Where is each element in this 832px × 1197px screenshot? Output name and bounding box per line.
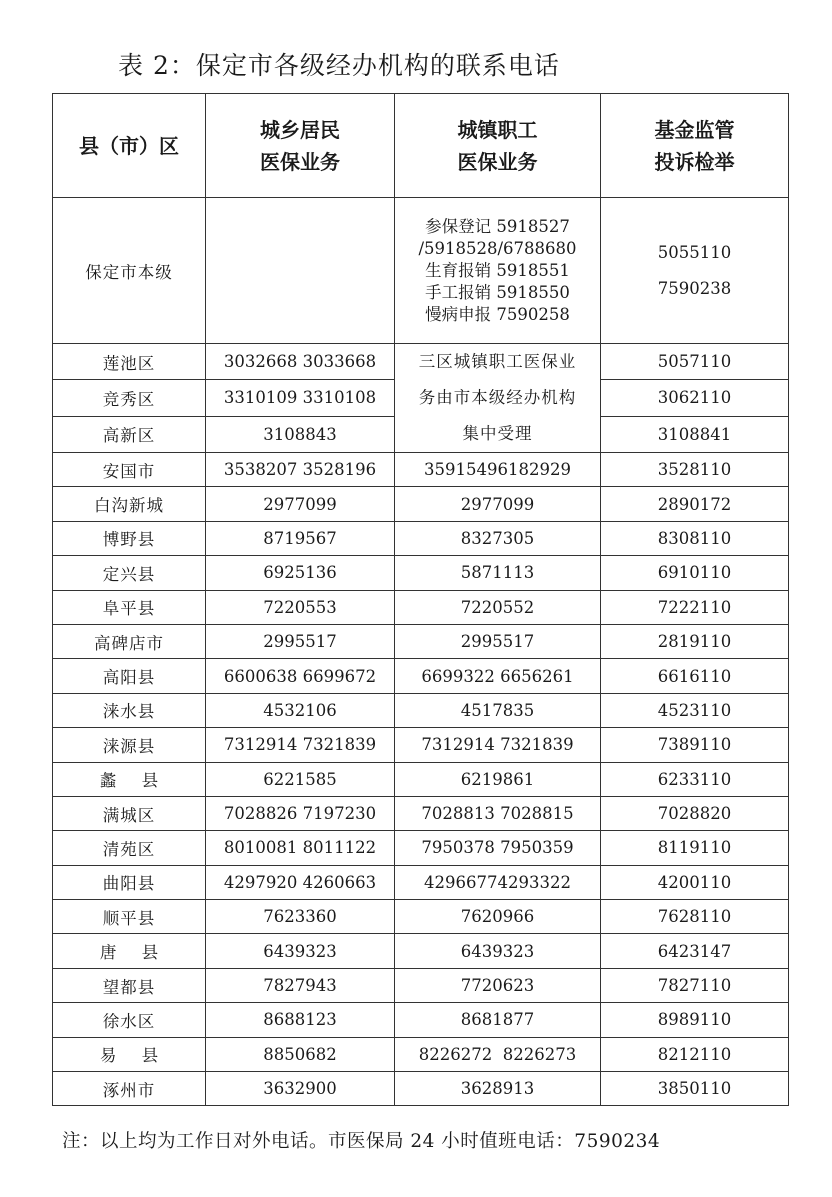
cell-resident: 6439323 bbox=[206, 934, 395, 968]
table-row bbox=[53, 556, 789, 590]
cell-district: 高新区 bbox=[53, 416, 206, 452]
cell-resident bbox=[206, 198, 395, 344]
cell-resident: 3108843 bbox=[206, 416, 395, 452]
contact-table bbox=[52, 93, 789, 1106]
cell-resident: 8719567 bbox=[206, 521, 395, 555]
cell-district: 定兴县 bbox=[53, 556, 206, 590]
header-employee bbox=[395, 94, 601, 198]
cell-fund: 6910110 bbox=[601, 556, 789, 590]
cell-employee: 6699322 6656261 bbox=[395, 659, 601, 693]
cell-district: 白沟新城 bbox=[53, 487, 206, 521]
employee-line: 参保登记 5918527 bbox=[425, 216, 570, 236]
cell-employee-merged bbox=[395, 344, 601, 453]
table-row bbox=[53, 453, 789, 487]
cell-employee: 7220552 bbox=[395, 590, 601, 624]
cell-district: 顺平县 bbox=[53, 900, 206, 934]
cell-resident: 2977099 bbox=[206, 487, 395, 521]
table-row bbox=[53, 831, 789, 865]
cell-district: 高阳县 bbox=[53, 659, 206, 693]
cell-district: 徐水区 bbox=[53, 1003, 206, 1037]
cell-fund: 7827110 bbox=[601, 968, 789, 1002]
cell-fund: 6233110 bbox=[601, 762, 789, 796]
table-row bbox=[53, 487, 789, 521]
cell-resident: 7623360 bbox=[206, 900, 395, 934]
cell-district: 涞水县 bbox=[53, 693, 206, 727]
table-row bbox=[53, 728, 789, 762]
fund-line: 5055110 bbox=[657, 242, 732, 262]
header-row bbox=[53, 94, 789, 198]
table-row bbox=[53, 934, 789, 968]
cell-employee: 7028813 7028815 bbox=[395, 796, 601, 830]
cell-employee: 8226272 8226273 bbox=[395, 1037, 601, 1071]
cell-resident: 3632900 bbox=[206, 1072, 395, 1106]
cell-fund: 8989110 bbox=[601, 1003, 789, 1037]
cell-fund: 2890172 bbox=[601, 487, 789, 521]
cell-fund: 8119110 bbox=[601, 831, 789, 865]
cell-fund: 6616110 bbox=[601, 659, 789, 693]
header-employee-line2: 医保业务 bbox=[457, 149, 538, 174]
cell-employee: 2977099 bbox=[395, 487, 601, 521]
table-row bbox=[53, 590, 789, 624]
table-row bbox=[53, 624, 789, 658]
cell-fund: 8212110 bbox=[601, 1037, 789, 1071]
cell-employee: 7620966 bbox=[395, 900, 601, 934]
table-row bbox=[53, 344, 789, 380]
cell-district: 唐 县 bbox=[53, 934, 206, 968]
cell-resident: 7312914 7321839 bbox=[206, 728, 395, 762]
cell-fund: 8308110 bbox=[601, 521, 789, 555]
cell-employee: 35915496182929 bbox=[395, 453, 601, 487]
cell-resident: 6600638 6699672 bbox=[206, 659, 395, 693]
cell-resident: 6925136 bbox=[206, 556, 395, 590]
cell-employee: 5871113 bbox=[395, 556, 601, 590]
cell-fund: 6423147 bbox=[601, 934, 789, 968]
cell-employee: 2995517 bbox=[395, 624, 601, 658]
cell-employee: 42966774293322 bbox=[395, 865, 601, 899]
cell-resident: 3538207 3528196 bbox=[206, 453, 395, 487]
cell-district: 竞秀区 bbox=[53, 380, 206, 416]
cell-resident: 2995517 bbox=[206, 624, 395, 658]
cell-resident: 8850682 bbox=[206, 1037, 395, 1071]
table-row bbox=[53, 1072, 789, 1106]
employee-line: /5918528/6788680 bbox=[418, 238, 577, 258]
cell-fund: 4200110 bbox=[601, 865, 789, 899]
header-fund bbox=[601, 94, 789, 198]
cell-employee: 7950378 7950359 bbox=[395, 831, 601, 865]
cell-resident: 7028826 7197230 bbox=[206, 796, 395, 830]
employee-line: 生育报销 5918551 bbox=[425, 260, 570, 280]
cell-fund: 2819110 bbox=[601, 624, 789, 658]
cell-district: 望都县 bbox=[53, 968, 206, 1002]
header-resident-line2: 医保业务 bbox=[260, 149, 340, 174]
cell-district: 高碑店市 bbox=[53, 624, 206, 658]
cell-resident: 8010081 8011122 bbox=[206, 831, 395, 865]
cell-district: 安国市 bbox=[53, 453, 206, 487]
cell-employee: 8681877 bbox=[395, 1003, 601, 1037]
cell-district: 涞源县 bbox=[53, 728, 206, 762]
cell-district: 满城区 bbox=[53, 796, 206, 830]
cell-employee: 3628913 bbox=[395, 1072, 601, 1106]
page-title: 表 2：保定市各级经办机构的联系电话 bbox=[118, 51, 560, 80]
table-row bbox=[53, 796, 789, 830]
table-row bbox=[53, 968, 789, 1002]
cell-fund bbox=[601, 198, 789, 344]
header-fund-line1: 基金监管 bbox=[654, 117, 735, 142]
header-fund-line2: 投诉检举 bbox=[654, 149, 735, 174]
table-row bbox=[53, 521, 789, 555]
cell-fund: 7628110 bbox=[601, 900, 789, 934]
table-row bbox=[53, 900, 789, 934]
table-row bbox=[53, 762, 789, 796]
cell-employee: 6219861 bbox=[395, 762, 601, 796]
cell-district: 涿州市 bbox=[53, 1072, 206, 1106]
table-row bbox=[53, 693, 789, 727]
employee-line: 手工报销 5918550 bbox=[425, 282, 570, 302]
header-district: 县（市）区 bbox=[53, 94, 206, 198]
fund-line: 7590238 bbox=[657, 278, 732, 298]
cell-employee: 4517835 bbox=[395, 693, 601, 727]
merged-note-line: 三区城镇职工医保业 bbox=[418, 352, 577, 371]
cell-district: 曲阳县 bbox=[53, 865, 206, 899]
cell-fund: 3528110 bbox=[601, 453, 789, 487]
table-row bbox=[53, 1037, 789, 1071]
cell-employee: 7312914 7321839 bbox=[395, 728, 601, 762]
table-row bbox=[53, 659, 789, 693]
cell-fund: 5057110 bbox=[601, 344, 789, 380]
cell-employee: 7720623 bbox=[395, 968, 601, 1002]
header-employee-line1: 城镇职工 bbox=[457, 117, 538, 142]
table-row bbox=[53, 865, 789, 899]
header-resident bbox=[206, 94, 395, 198]
cell-district: 阜平县 bbox=[53, 590, 206, 624]
cell-district: 清苑区 bbox=[53, 831, 206, 865]
cell-employee bbox=[395, 198, 601, 344]
cell-resident: 8688123 bbox=[206, 1003, 395, 1037]
cell-employee: 8327305 bbox=[395, 521, 601, 555]
cell-fund: 7222110 bbox=[601, 590, 789, 624]
cell-resident: 4297920 4260663 bbox=[206, 865, 395, 899]
cell-fund: 3108841 bbox=[601, 416, 789, 452]
header-resident-line1: 城乡居民 bbox=[260, 117, 340, 142]
cell-district: 博野县 bbox=[53, 521, 206, 555]
cell-fund: 3062110 bbox=[601, 380, 789, 416]
cell-resident: 3032668 3033668 bbox=[206, 344, 395, 380]
cell-resident: 6221585 bbox=[206, 762, 395, 796]
cell-resident: 3310109 3310108 bbox=[206, 380, 395, 416]
cell-fund: 3850110 bbox=[601, 1072, 789, 1106]
footnote: 注：以上均为工作日对外电话。市医保局 24 小时值班电话：7590234 bbox=[62, 1131, 661, 1152]
employee-line: 慢病申报 7590258 bbox=[425, 304, 570, 324]
table-row-city-level bbox=[53, 198, 789, 344]
cell-resident: 7220553 bbox=[206, 590, 395, 624]
cell-district: 易 县 bbox=[53, 1037, 206, 1071]
merged-note-line: 集中受理 bbox=[462, 424, 533, 443]
cell-district: 莲池区 bbox=[53, 344, 206, 380]
merged-note-line: 务由市本级经办机构 bbox=[418, 388, 577, 407]
cell-employee: 6439323 bbox=[395, 934, 601, 968]
table-row bbox=[53, 1003, 789, 1037]
cell-fund: 4523110 bbox=[601, 693, 789, 727]
cell-resident: 4532106 bbox=[206, 693, 395, 727]
cell-district: 蠡 县 bbox=[53, 762, 206, 796]
cell-fund: 7389110 bbox=[601, 728, 789, 762]
cell-fund: 7028820 bbox=[601, 796, 789, 830]
cell-district: 保定市本级 bbox=[53, 198, 206, 344]
cell-resident: 7827943 bbox=[206, 968, 395, 1002]
